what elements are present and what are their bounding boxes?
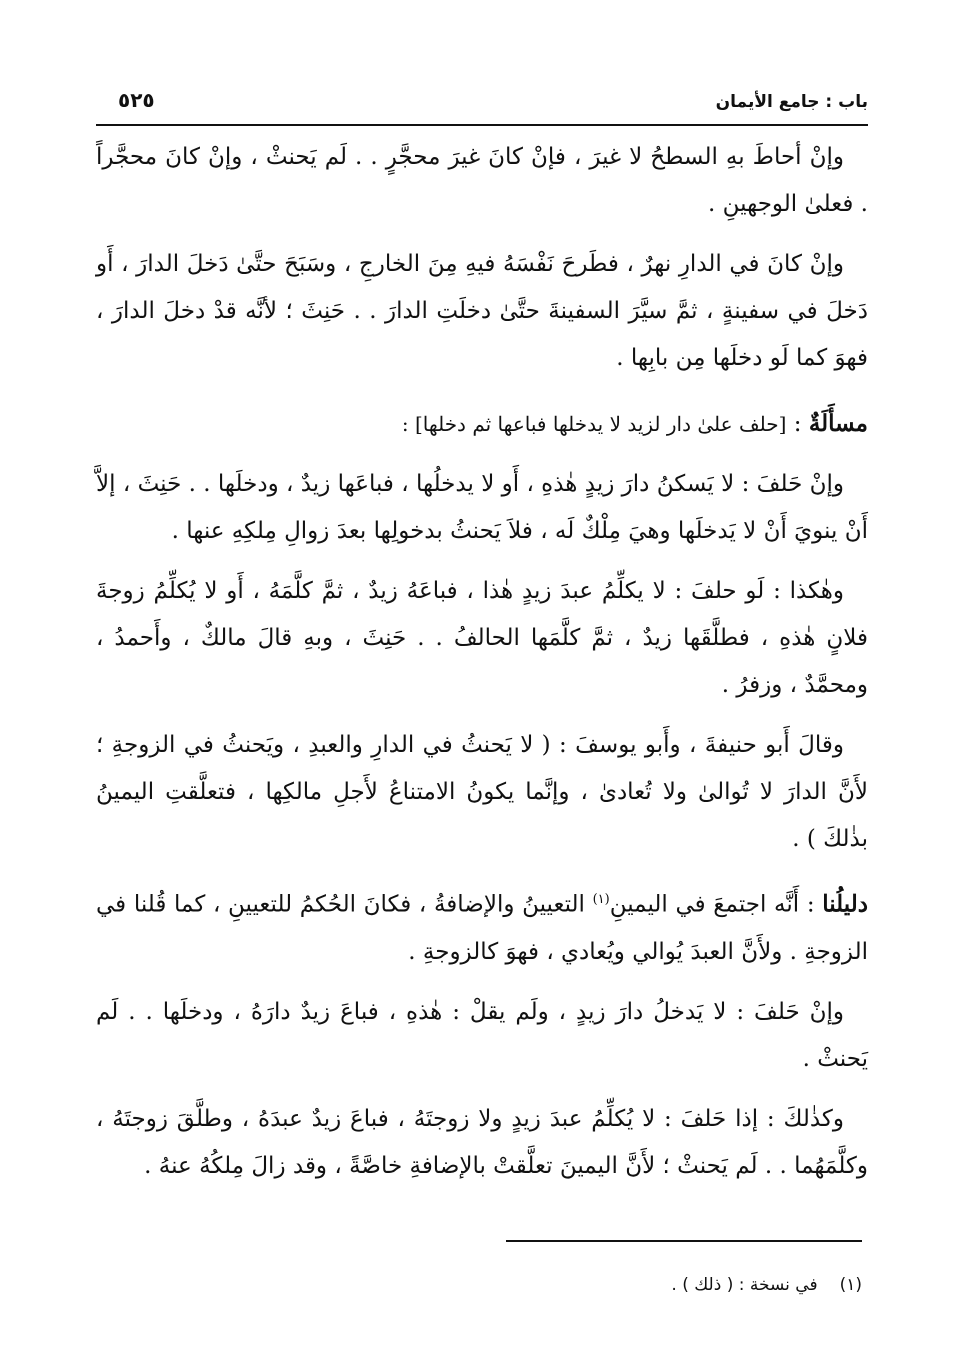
footnote-text: في نسخة : ( ذلك ) . xyxy=(671,1275,818,1295)
chapter-title: باب : جامع الأيمان xyxy=(715,92,868,112)
header-divider xyxy=(96,124,868,126)
footnote-divider xyxy=(506,1240,862,1242)
daleel-paragraph xyxy=(96,876,868,976)
footnote-number: (١) xyxy=(839,1275,862,1295)
masala-label: مسأَلَةٌ xyxy=(808,410,868,437)
paragraph-4: وهٰكذا : لَو حلفَ : لا يكلِّمُ عبدَ زيدٍ هٰذا ، فباعَهُ زيدٌ ، ثمَّ كلَّمَهُ ، أَو لا يُكلِّمُ زوجةَ فلانٍ هٰذهِ ، فطلَّقَها زيدٌ ، ثمَّ كلَّمَها الحالفُ . . حَنِثَ ، وبهِ قالَ مالكٌ ، وأَحمدُ ، ومحمَّدٌ ، وزفرُ . xyxy=(96,578,868,698)
footnote-reference[interactable]: (١) xyxy=(592,892,610,907)
masala-colon: : xyxy=(786,411,809,437)
page-number: ٥٢٥ xyxy=(118,88,155,112)
paragraph-2: وإنْ كانَ في الدارِ نهرٌ ، فطَرحَ نَفْسَهُ فيهِ مِنَ الخارجِ ، وسَبَحَ حتَّىٰ دَخلَ الدارَ ، أَو دَخلَ في سفينةٍ ، ثمَّ سيَّرَ السفينةَ حتَّىٰ دخلَتِ الدارَ . . حَنِثَ ؛ لأنَّه قدْ دخلَ الدارَ ، فهوَ كما لَو دخلَها مِن بابِها . xyxy=(96,251,868,371)
daleel-text-1: : أَنَّه اجتمعَ في اليمينِ xyxy=(609,891,823,918)
paragraph-6: وإنْ حَلفَ : لا يَدخلُ دارَ زيدٍ ، ولَم يقلْ : هٰذهِ ، فباعَ زيدٌ دارَهُ ، ودخلَها . . لَم يَحنثْ . xyxy=(96,998,868,1072)
paragraph-5: وقالَ أَبو حنيفةَ ، وأَبو يوسفَ : ( لا يَحنثُ في الدارِ والعبدِ ، ويَحنثُ في الزوجةِ ؛ لأَنَّ الدارَ لا تُوالىٰ ولا تُعادىٰ ، وإنَّما يكونُ الامتناعُ لأَجلِ مالكِها ، فتعلَّقتِ اليمينُ بذٰلكَ ) . xyxy=(96,732,868,852)
page-header xyxy=(96,88,868,122)
paragraph-3: وإنْ حَلفَ : لا يَسكنُ دارَ زيدٍ هٰذهِ ، أَو لا يدخلُها ، فباعَها زيدٌ ، ودخلَها . . حَنِثَ ، إلاَّ أَنْ ينويَ أَنْ لا يَدخلَها وهيَ مِلْكٌ لَه ، فلاَ يَحنثُ بدخولِها بعدَ زوالِ مِلكِهِ عنها . xyxy=(96,471,868,544)
paragraph-7: وكذٰلكَ : إذا حَلفَ : لا يُكلِّمُ عبدَ زيدٍ ولا زوجتَهُ ، فباعَ زيدٌ عبدَهُ ، وطلَّقَ زوجتَهُ ، وكلَّمَهُما . . لَم يَحنثْ ؛ لأَنَّ اليمينَ تعلَّقتْ بالإضافةِ خاصَّةً ، وقد زالَ مِلكُهُ عنهُ . xyxy=(96,1105,868,1179)
masala-title: [حلف علىٰ دار لزيد لا يدخلها فباعها ثم دخلها] : xyxy=(401,412,787,436)
daleel-label: دليلُنا xyxy=(822,890,868,918)
paragraph-1: وإنْ أحاطَ بهِ السطحُ لا غيرَ ، فإنْ كانَ غيرَ محجَّرٍ . . لَم يَحنثْ ، وإنْ كانَ محجَّراً . فعلىٰ الوجهينِ . xyxy=(96,144,868,217)
main-text xyxy=(96,134,868,1203)
masala-heading xyxy=(96,400,868,448)
daleel-text-2: التعيينُ والإضافةُ ، فكانَ الحُكمُ للتعيينِ ، كما قُلنا في الزوجةِ . ولأَنَّ العبدَ يُوالي ويُعادي ، فهوَ كالزوجةِ . xyxy=(96,891,868,965)
footnote xyxy=(96,1270,862,1300)
